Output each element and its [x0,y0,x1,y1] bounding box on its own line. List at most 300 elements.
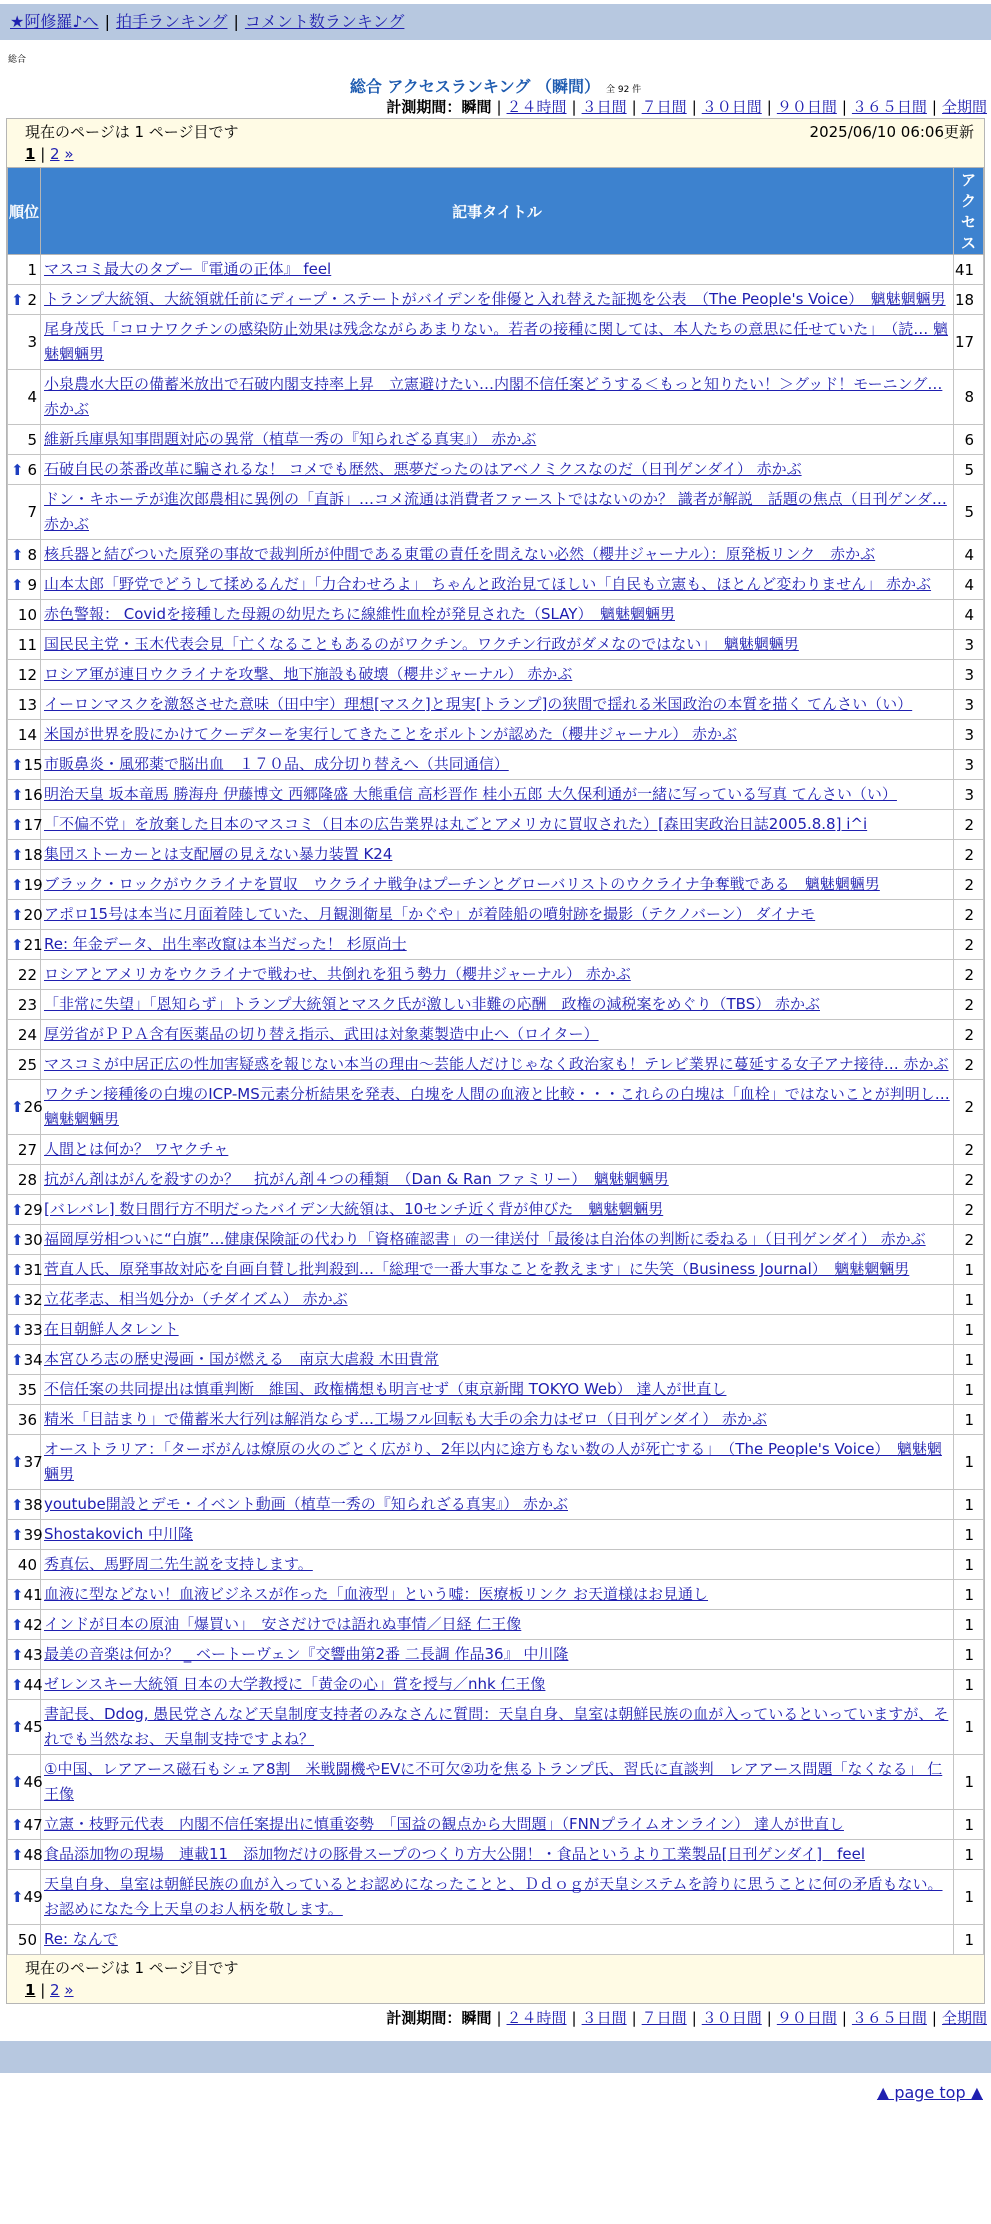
rank-cell [8,540,41,570]
access-count: 1 [954,1490,984,1520]
rank-number: 42 [23,1615,43,1634]
rank-cell [8,1700,41,1755]
rank-number: 46 [23,1773,43,1791]
period-separator: | [496,98,502,116]
article-link[interactable]: 尾身茂氏「コロナワクチンの感染防止効果は残念ながらあまりない。若者の接種に関しては、本人たちの意思に任せていた」 （読… 魑魅魍魎男 [44,320,949,363]
article-link[interactable]: 立花孝志、相当処分か（チダイズム） 赤かぶ [44,1290,348,1308]
access-count: 2 [954,1165,984,1195]
table-row [8,720,984,750]
access-count: 8 [954,370,984,425]
access-count: 3 [954,780,984,810]
up-arrow-icon: ⬆ [11,1200,24,1219]
article-link[interactable]: 石破自民の茶番改革に騙されるな！ コメでも歴然、悪夢だったのはアベノミクスなのだ（日刊ゲンダイ） 赤かぶ [44,460,802,478]
title-cell [41,1435,954,1490]
total-count: 全 92 件 [606,85,642,95]
title-cell [41,285,954,315]
title-cell [41,1610,954,1640]
title-cell [41,1670,954,1700]
up-arrow-icon: ⬆ [11,1888,24,1906]
title-cell [41,1755,954,1810]
access-count: 1 [954,1640,984,1670]
rank-cell [8,1580,41,1610]
title-cell [41,1520,954,1550]
title-cell [41,870,954,900]
period-link-2[interactable]: ７日間 [641,98,687,116]
period-link-6[interactable]: 全期間 [941,2009,987,2027]
info-bar-bottom [7,1955,984,2003]
nav-link-2[interactable]: コメント数ランキング [244,12,405,31]
rank-cell [8,1135,41,1165]
title-cell [41,1840,954,1870]
access-count: 41 [954,255,984,285]
rank-cell [8,750,41,780]
article-link[interactable]: 在日朝鮮人タレント [44,1320,179,1338]
title-cell [41,1165,954,1195]
access-count: 1 [954,1405,984,1435]
rank-number: 12 [17,665,37,684]
article-link[interactable]: 本宮ひろ志の歴史漫画・国が燃える 南京大虐殺 木田貴常 [44,1350,439,1368]
article-link[interactable]: 不信任案の共同提出は慎重判断 維国、政権構想も明言せず（東京新聞 TOKYO Web） 達人が世直し [44,1380,727,1398]
access-count: 3 [954,690,984,720]
article-link[interactable]: youtube開設とデモ・イベント動画（植草一秀の『知られざる真実』） 赤かぶ [44,1495,568,1513]
period-link-5[interactable]: ３６５日間 [851,98,927,116]
rank-cell [8,990,41,1020]
access-count: 2 [954,1020,984,1050]
up-arrow-icon: ⬆ [11,1230,24,1249]
access-count: 1 [954,1375,984,1405]
table-row [8,930,984,960]
up-arrow-icon: ⬆ [11,575,24,594]
table-row [8,990,984,1020]
up-arrow-icon: ⬆ [11,905,24,924]
rank-number: 7 [27,503,37,521]
article-link[interactable]: 核兵器と結びついた原発の事故で裁判所が仲間である東電の責任を問えない必然（櫻井ジャーナル）：原発板リンク 赤かぶ [44,545,876,563]
rank-number: 18 [23,845,43,864]
table-row [8,660,984,690]
rank-number: 20 [23,905,43,924]
access-count: 5 [954,455,984,485]
title-cell [41,600,954,630]
access-count: 4 [954,570,984,600]
table-row [8,370,984,425]
current-page-text-bottom: 現在のページは 1 ページ目です [25,1959,239,1977]
rank-cell [8,630,41,660]
article-link[interactable]: 維新兵庫県知事問題対応の異常（植草一秀の『知られざる真実』） 赤かぶ [44,430,537,448]
article-link[interactable]: 精米「目詰まり」で備蓄米大行列は解消ならず…工場フル回転も大手の余力はゼロ（日刊ゲンダイ） 赤かぶ [44,1410,767,1428]
up-arrow-icon: ⬆ [11,1495,24,1514]
title-cell [41,1870,954,1925]
article-link[interactable]: 市販鼻炎・風邪薬で脳出血 １７０品、成分切り替えへ（共同通信） [44,755,509,773]
article-link[interactable]: 人間とは何か？ ワヤクチャ [44,1140,229,1158]
period-current: 瞬間 [461,2009,492,2027]
access-count: 1 [954,1345,984,1375]
title-cell [41,540,954,570]
title-cell [41,900,954,930]
rank-number: 24 [17,1025,37,1044]
period-link-6[interactable]: 全期間 [941,98,987,116]
article-link[interactable]: 「非常に失望」「恩知らず」トランプ大統領とマスク氏が激しい非難の応酬 政権の減税案をめぐり（TBS） 赤かぶ [44,995,820,1013]
table-row [8,1345,984,1375]
period-link-1[interactable]: ３日間 [581,98,627,116]
article-link[interactable]: 福岡厚労相ついに“白旗”…健康保険証の代わり「資格確認書」の一律送付「最後は自治体の判断に委ねる」（日刊ゲンダイ） 赤かぶ [44,1230,926,1248]
table-row [8,1315,984,1345]
table-row [8,690,984,720]
rank-number: 16 [23,785,43,804]
title-cell [41,1550,954,1580]
article-link[interactable]: ドン・キホーテが進次郎農相に異例の「直訴」…コメ流通は消費者ファーストではないのか？ 識者が解説 話題の焦点（日刊ゲンダ… 赤かぶ [44,490,947,533]
period-separator: | [931,2009,937,2027]
article-link[interactable]: ワクチン接種後の白塊のICP-MS元素分析結果を発表、白塊を人間の血液と比較・・・これらの白塊は「血栓」ではないことが判明し… 魑魅魍魎男 [44,1085,950,1128]
rank-number: 3 [27,333,37,351]
period-separator: | [766,98,772,116]
title-cell [41,1580,954,1610]
rank-cell [8,720,41,750]
article-link[interactable]: 山本太郎「野党でどうして揉めるんだ」「力合わせろよ」 ちゃんと政治見てほしい「自民も立憲も、ほとんど変わりません」 赤かぶ [44,575,932,593]
period-link-4[interactable]: ９０日間 [776,98,837,116]
access-count: 2 [954,1050,984,1080]
up-arrow-icon: ⬆ [11,290,24,309]
period-selector [0,96,991,118]
rank-number: 34 [23,1350,43,1369]
rank-cell [8,485,41,540]
rank-cell [8,600,41,630]
rank-number: 47 [23,1815,43,1834]
rank-cell [8,660,41,690]
title-cell [41,660,954,690]
article-link[interactable]: インドが日本の原油「爆買い」 安さだけでは語れぬ事情／日経 仁王像 [44,1615,522,1633]
title-cell [41,1050,954,1080]
article-link[interactable]: 「不偏不党」を放棄した日本のマスコミ（日本の広告業界は丸ごとアメリカに買収された）[森田実政治日誌2005.8.8] i^i [44,815,868,833]
period-separator: | [766,2009,772,2027]
article-link[interactable]: [バレバレ] 数日間行方不明だったバイデン大統領は、10センチ近く背が伸びた 魑魅魍魎男 [44,1200,664,1218]
table-row [8,960,984,990]
up-arrow-icon: ⬆ [11,1645,24,1664]
pager-link-0[interactable]: 2 [50,145,60,163]
title-cell [41,1195,954,1225]
access-count: 3 [954,660,984,690]
rank-number: 48 [23,1845,43,1864]
table-row [8,900,984,930]
access-count: 5 [954,485,984,540]
title-cell [41,930,954,960]
rank-number: 23 [17,995,37,1014]
rank-cell [8,1080,41,1135]
info-bar-top [7,119,984,167]
updated-timestamp: 2025/06/10 06:06更新 [809,123,974,141]
rank-number: 44 [23,1675,43,1694]
article-link[interactable]: 食品添加物の現場 連載11 添加物だけの豚骨スープのつくり方大公開！・食品というより工業製品[日刊ゲンダイ] feel [44,1845,866,1863]
rank-cell [8,1520,41,1550]
rank-cell [8,960,41,990]
period-current: 瞬間 [461,98,492,116]
period-link-5[interactable]: ３６５日間 [851,2009,927,2027]
period-separator: | [841,2009,847,2027]
page-top-link[interactable]: ▲ page top ▲ [876,2083,983,2102]
rank-cell [8,1610,41,1640]
period-selector-bottom [0,2007,991,2029]
rank-cell [8,285,41,315]
table-row [8,1490,984,1520]
table-row [8,1080,984,1135]
table-row [8,810,984,840]
ranking-title: 総合 アクセスランキング （瞬間） [349,77,600,96]
title-cell [41,1255,954,1285]
period-separator: | [571,98,577,116]
nav-separator: | [233,12,239,31]
period-link-4[interactable]: ９０日間 [776,2009,837,2027]
article-link[interactable]: ロシアとアメリカをウクライナで戦わせ、共倒れを狙う勢力（櫻井ジャーナル） 赤かぶ [44,965,631,983]
period-separator: | [841,98,847,116]
pager-link-1[interactable]: » [64,1981,74,1999]
table-row [8,1640,984,1670]
article-link[interactable]: 天皇自身、皇室は朝鮮民族の血が入っているとお認めになったことと、Ｄｄｏｇが天皇システムを誇りに思うことに何の矛盾もない。お認めになた今上天皇のお人柄を敬します。 [44,1875,943,1918]
rank-number: 38 [23,1495,43,1514]
access-count: 3 [954,750,984,780]
up-arrow-icon: ⬆ [11,815,24,834]
rank-cell [8,1490,41,1520]
title-cell [41,425,954,455]
up-arrow-icon: ⬆ [11,1453,24,1471]
table-row [8,1375,984,1405]
article-link[interactable]: イーロンマスクを激怒させた意味（田中宇）理想[マスク]と現実[トランプ]の狭間で揺れる米国政治の本質を描く てんさい（い） [44,695,913,713]
article-link[interactable]: 国民民主党・玉木代表会見「亡くなることもあるのがワクチン。ワクチン行政がダメなのではない」 魑魅魍魎男 [44,635,799,653]
current-page-text: 現在のページは 1 ページ目です [25,123,239,141]
rank-cell [8,1640,41,1670]
title-cell [41,1080,954,1135]
rank-number: 36 [17,1410,37,1429]
table-row [8,1755,984,1810]
title-cell [41,840,954,870]
table-row [8,1255,984,1285]
rank-cell [8,1050,41,1080]
table-row [8,600,984,630]
pager-top [25,145,974,163]
rank-cell [8,1285,41,1315]
access-count: 1 [954,1550,984,1580]
title-cell [41,315,954,370]
access-count: 2 [954,840,984,870]
access-count: 6 [954,425,984,455]
access-count: 1 [954,1520,984,1550]
table-row [8,630,984,660]
article-link[interactable]: オーストラリア：「ターボがんは燎原の火のごとく広がり、2年以内に途方もない数の人が死亡する」 （The People's Voice） 魑魅魍魎男 [44,1440,942,1483]
article-link[interactable]: トランプ大統領、大統領就任前にディープ・ステートがバイデンを俳優と入れ替えた証拠を公表 （The People's Voice） 魑魅魍魎男 [44,290,946,308]
period-link-0[interactable]: ２４時間 [506,2009,567,2027]
table-row [8,315,984,370]
access-count: 1 [954,1755,984,1810]
up-arrow-icon: ⬆ [11,785,24,804]
rank-cell [8,370,41,425]
table-row [8,1700,984,1755]
rank-number: 9 [27,575,37,594]
page-title [0,74,991,96]
access-count: 1 [954,1435,984,1490]
article-link[interactable]: 最美の音楽は何か？ _ ベートーヴェン『交響曲第2番 二長調 作品36』 中川隆 [44,1645,569,1663]
article-link[interactable]: ブラック・ロックがウクライナを買収 ウクライナ戦争はプーチンとグローバリストのウクライナ争奪戦である 魑魅魍魎男 [44,875,880,893]
rank-cell [8,1840,41,1870]
table-row [8,285,984,315]
period-link-2[interactable]: ７日間 [641,2009,687,2027]
article-link[interactable]: ①中国、レアアース磁石もシェア8割 米戦闘機やEVに不可欠②功を焦るトランプ氏、習氏に直談判 レアアース問題「なくなる」 仁王像 [44,1760,943,1803]
rank-number: 25 [17,1055,37,1074]
rank-number: 29 [23,1200,43,1219]
rank-number: 32 [23,1290,43,1309]
article-link[interactable]: アポロ15号は本当に月面着陸していた、月観測衛星「かぐや」が着陸船の噴射跡を撮影（テクノバーン） ダイナモ [44,905,816,923]
access-count: 2 [954,1225,984,1255]
access-count: 2 [954,810,984,840]
pager-current: 1 [25,1981,36,1999]
title-cell [41,370,954,425]
rank-number: 33 [23,1320,43,1339]
period-separator: | [691,98,697,116]
article-link[interactable]: 米国が世界を股にかけてクーデターを実行してきたことをボルトンが認めた（櫻井ジャーナル） 赤かぶ [44,725,737,743]
access-count: 1 [954,1840,984,1870]
rank-cell [8,1225,41,1255]
access-count: 2 [954,1080,984,1135]
title-cell [41,1020,954,1050]
rank-number: 27 [17,1140,37,1159]
period-separator: | [691,2009,697,2027]
rank-cell [8,1315,41,1345]
article-link[interactable]: 菅直人氏、原発事故対応を自画自賛し批判殺到…「総理で一番大事なことを教えます」に失笑（Business Journal） 魑魅魍魎男 [44,1260,910,1278]
article-link[interactable]: ロシア軍が連日ウクライナを攻撃、地下施設も破壊（櫻井ジャーナル） 赤かぶ [44,665,573,683]
article-link[interactable]: 明治天皇 坂本竜馬 勝海舟 伊藤博文 西郷隆盛 大熊重信 高杉晋作 桂小五郎 大久保利通が一緒に写っている写真 てんさい（い） [44,785,897,803]
access-count: 1 [954,1870,984,1925]
table-row [8,455,984,485]
rank-number: 40 [17,1555,37,1574]
table-row [8,1195,984,1225]
table-row [8,1405,984,1435]
pager-separator: | [35,145,51,163]
article-link[interactable]: 秀真伝、馬野周二先生説を支持します。 [44,1555,313,1573]
access-count: 1 [954,1315,984,1345]
period-link-3[interactable]: ３０日間 [701,98,762,116]
access-count: 1 [954,1810,984,1840]
rank-cell [8,840,41,870]
article-link[interactable]: 抗がん剤はがんを殺すのか？ 抗がん剤４つの種類 （Dan & Ran ファミリー） 魑魅魍魎男 [44,1170,669,1188]
category-label: 総合 [8,55,27,65]
article-link[interactable]: 書記長、Ddog, 愚民党さんなど天皇制度支持者のみなさんに質問：天皇自身、皇室は朝鮮民族の血が入っているといっていますが、それでも当然なお、天皇制支持ですよね？ [44,1705,949,1748]
rank-cell [8,1550,41,1580]
period-separator: | [931,98,937,116]
article-link[interactable]: 血液に型などない！血液ビジネスが作った「血液型」という嘘：医療板リンク お天道様はお見通し [44,1585,709,1603]
rank-number: 41 [23,1585,43,1604]
up-arrow-icon: ⬆ [11,1260,24,1279]
period-link-3[interactable]: ３０日間 [701,2009,762,2027]
rank-cell [8,900,41,930]
access-count: 3 [954,630,984,660]
period-separator: | [631,98,637,116]
access-count: 2 [954,960,984,990]
rank-cell [8,1405,41,1435]
up-arrow-icon: ⬆ [11,935,24,954]
table-row [8,425,984,455]
nav-link-1[interactable]: 拍手ランキング [115,12,228,31]
up-arrow-icon: ⬆ [11,1098,24,1116]
rank-number: 31 [23,1260,43,1279]
title-cell [41,810,954,840]
title-cell [41,960,954,990]
rank-cell [8,1870,41,1925]
pager-link-0[interactable]: 2 [50,1981,60,1999]
rank-cell [8,1195,41,1225]
rank-number: 39 [23,1525,43,1544]
access-count: 2 [954,990,984,1020]
up-arrow-icon: ⬆ [11,875,24,894]
article-link[interactable]: Re: なんで [44,1930,118,1948]
nav-separator: | [104,12,110,31]
table-row [8,570,984,600]
rank-number: 50 [17,1930,37,1949]
rank-number: 5 [27,430,37,449]
title-cell [41,455,954,485]
article-link[interactable]: ゼレンスキー大統領 日本の大学教授に「黄金の心」賞を授与／nhk 仁王像 [44,1675,546,1693]
rank-number: 43 [23,1645,43,1664]
article-link[interactable]: 集団ストーカーとは支配層の見えない暴力装置 K24 [44,845,393,863]
rank-cell [8,1375,41,1405]
table-row [8,1285,984,1315]
article-link[interactable]: 立憲・枝野元代表 内閣不信任案提出に慎重姿勢 「国益の観点から大問題」（FNNプライムオンライン） 達人が世直し [44,1815,844,1833]
rank-cell [8,810,41,840]
access-count: 2 [954,1135,984,1165]
article-link[interactable]: 赤色警報： Covidを接種した母親の幼児たちに線維性血栓が発見された（SLAY） 魑魅魍魎男 [44,605,675,623]
access-count: 2 [954,930,984,960]
period-link-0[interactable]: ２４時間 [506,98,567,116]
rank-cell [8,255,41,285]
rank-cell [8,1020,41,1050]
article-link[interactable]: マスコミが中居正広の性加害疑惑を報じない本当の理由～芸能人だけじゃなく政治家も！テレビ業界に蔓延する女子アナ接待… 赤かぶ [44,1055,949,1073]
table-header-row [8,168,984,255]
period-separator: | [571,2009,577,2027]
period-separator: | [631,2009,637,2027]
up-arrow-icon: ⬆ [11,755,24,774]
article-link[interactable]: Shostakovich 中川隆 [44,1525,193,1543]
up-arrow-icon: ⬆ [11,1350,24,1369]
access-count: 1 [954,1580,984,1610]
access-count: 4 [954,600,984,630]
period-link-1[interactable]: ３日間 [581,2009,627,2027]
title-cell [41,1135,954,1165]
title-cell [41,630,954,660]
title-cell [41,1640,954,1670]
ranking-table [7,167,984,1955]
title-header: 記事タイトル [41,168,954,255]
title-cell [41,485,954,540]
pager-link-1[interactable]: » [64,145,74,163]
rank-number: 6 [27,460,37,479]
rank-cell [8,1670,41,1700]
access-count: 2 [954,1195,984,1225]
rank-cell [8,930,41,960]
bottom-bar [0,2041,991,2073]
article-link[interactable]: 小泉農水大臣の備蓄米放出で石破内閣支持率上昇 立憲避けたい…内閣不信任案どうする＜もっと知りたい！＞グッド！モーニング… 赤かぶ [44,375,943,418]
title-cell [41,1405,954,1435]
nav-link-0[interactable]: ★阿修羅♪へ [10,12,99,31]
article-link[interactable]: マスコミ最大のタブー『電通の正体』 feel [44,260,332,278]
table-row [8,870,984,900]
access-count: 1 [954,1285,984,1315]
article-link[interactable]: 厚労省がＰＰＡ含有医薬品の切り替え指示、武田は対象薬製造中止へ（ロイター） [44,1025,599,1043]
rank-number: 28 [17,1170,37,1189]
table-row [8,1135,984,1165]
up-arrow-icon: ⬆ [11,1815,24,1834]
pager-bottom [25,1981,974,1999]
rank-cell [8,870,41,900]
rank-number: 21 [23,935,43,954]
rank-cell [8,690,41,720]
article-link[interactable]: Re: 年金データ、出生率改竄は本当だった！ 杉原尚士 [44,935,407,953]
pager-separator: | [35,1981,51,1999]
